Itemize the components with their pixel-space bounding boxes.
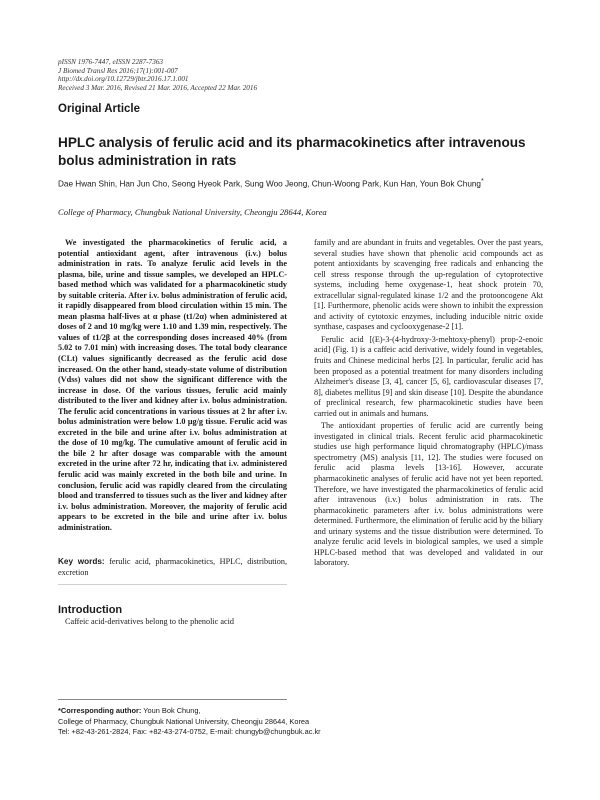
author-list xyxy=(58,177,558,190)
journal-citation: J Biomed Transl Res 2016;17(1):001-007 xyxy=(58,66,178,75)
body-paragraph-2: Ferulic acid [(E)-3-(4-hydroxy-3-mehtoxy-phenyl) prop-2-enoic acid] (Fig. 1) is a caffeic acid derivative, widely found in vegetables, fruits and Chinese medicinal herbs [2]. In particular, ferulic acid has been proposed as a potential treatment for many disorders including Alzheimer's disease [3, 4], cancer [5, 6], cardiovascular diseases [7, 8], diabetes mellitus [9] and skin disease [10]. Despite the abundance of preclinical research, few pharmacokinetic studies have been carried out in animals and humans. xyxy=(314,334,543,418)
introduction-paragraph-start: Caffeic acid-derivatives belong to the phenolic acid xyxy=(65,617,234,627)
section-divider xyxy=(58,584,287,585)
left-column xyxy=(58,238,287,628)
affiliation: College of Pharmacy, Chungbuk National University, Cheongju 28644, Korea xyxy=(58,207,327,217)
corresponding-contact: Tel: +82-43-261-2824, Fax: +82-43-274-0752, E-mail: chungyb@chungbuk.ac.kr xyxy=(58,727,321,736)
body-paragraph-3: The antioxidant properties of ferulic acid are currently being investigated in clinical trials. Recent ferulic acid pharmacokinetic studies use high performance liquid chromatography (HPLC)/mass spectrometry (MS) analysis [11, 12]. The studies were focused on ferulic acid plasma levels [13-16]. However, accurate pharmacokinetic analyses of ferulic acid have not yet been reported. Therefore, we have investigated the pharmacokinetics of ferulic acid after intravenous (i.v.) bolus administration in rats. The pharmacokinetic parameters after i.v. bolus administrations were determined. Furthermore, the elimination of ferulic acid by the biliary and urinary systems and the tissue distribution were determined. To analyze ferulic acid levels in biological samples, we used a simple HPLC-based method that was developed and validated in our laboratory. xyxy=(314,421,543,568)
footnote-rule xyxy=(58,699,287,700)
doi-link[interactable]: http://dx.doi.org/10.12729/jbtr.2016.17.1.001 xyxy=(58,75,189,84)
author-names: Dae Hwan Shin, Han Jun Cho, Seong Hyeok Park, Sung Woo Jeong, Chun-Woong Park, Kun Han, Youn Bok Chung xyxy=(58,179,481,189)
keywords-label: Key words: xyxy=(58,557,105,567)
corresponding-name: Youn Bok Chung, xyxy=(141,706,201,715)
right-column xyxy=(314,238,543,569)
history-dates: Received 3 Mar. 2016, Revised 21 Mar. 2016, Accepted 22 Mar. 2016 xyxy=(58,83,258,92)
corresponding-label: *Corresponding author: xyxy=(58,706,142,715)
keywords-text: ferulic acid, pharmacokinetics, HPLC, distribution, excretion xyxy=(58,557,287,577)
issn-line: pISSN 1976-7447, eISSN 2287-7363 xyxy=(58,58,164,66)
corresponding-mark: * xyxy=(480,178,484,185)
article-title: HPLC analysis of ferulic acid and its pharmacokinetics after intravenous bolus administration in rats xyxy=(58,135,526,168)
keywords xyxy=(58,557,287,578)
correspondence-footnote xyxy=(58,706,558,738)
body-paragraph-1: family and are abundant in fruits and vegetables. Over the past years, several studies have shown that phenolic acid compounds act as potent antioxidants by scavenging free radicals and enhancing the cell stress response through the up-regulation of cytoprotective systems, including heme oxygenase-1, heat shock protein 70, extracellular signal-regulated kinase 1/2 and the protooncogene Akt [1]. Furthermore, phenolic acids were shown to inhibit the expression and activity of cytotoxic enzymes, including inducible nitric oxide synthase, caspases and cyclooxygenase-2 [1]. xyxy=(314,238,543,332)
introduction-heading: Introduction xyxy=(58,604,123,617)
corresponding-address: College of Pharmacy, Chungbuk National University, Cheongju 28644, Korea xyxy=(58,716,310,726)
abstract-text: We investigated the pharmacokinetics of ferulic acid, a potential antioxidant agent, after intravenous (i.v.) bolus administration in rats. To analyze ferulic acid levels in the plasma, bile, urine and tissue samples, we developed an HPLC-based method which was validated for a pharmacokinetic study by suitable criteria. After i.v. bolus administration of ferulic acid, it rapidly disappeared from blood circulation within 15 min. The mean plasma half-lives at α phase (t1/2α) when administered at doses of 2 and 10 mg/kg were 1.10 and 1.39 min, respectively. The values of t1/2β at the corresponding doses increased 40% (from 5.02 to 7.01 min) with increasing doses. The total body clearance (CLt) values significantly decreased as the ferulic acid dose increased. On the other hand, steady-state volume of distribution (Vdss) values did not show the significant difference with the increase in dose. Of the various tissues, ferulic acid mainly distributed to the liver and kidney after i.v. bolus administration. The ferulic acid concentrations in various tissues at 2 hr after i.v. bolus administration were below 1.0 μg/g tissue. Ferulic acid was excreted in the bile and urine after i.v. bolus administration at the dose of 10 mg/kg. The cumulative amount of ferulic acid in the bile 2 hr after dosage was comparable with the amount excreted in the urine after 72 hr, indicating that i.v. administered ferulic acid was mainly excreted in the both bile and urine. In conclusion, ferulic acid was rapidly cleared from the circulating blood and transferred to tissues such as the liver and kidney after i.v. bolus administration. Moreover, the majority of ferulic acid appears to be excreted in the bile and urine after i.v. bolus administration. xyxy=(58,238,287,532)
journal-meta xyxy=(58,58,458,92)
article-type-label: Original Article xyxy=(58,103,141,115)
